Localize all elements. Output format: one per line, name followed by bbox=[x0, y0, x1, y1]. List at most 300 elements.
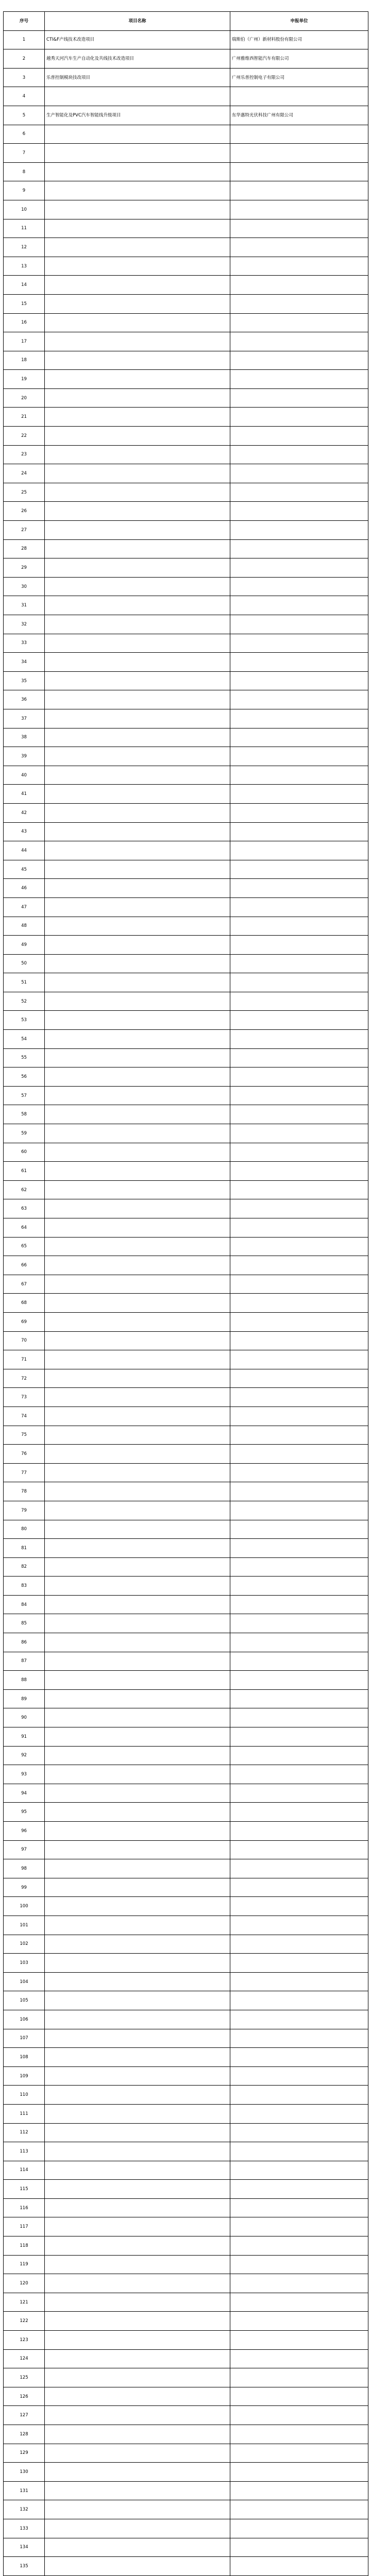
row-applicant bbox=[230, 785, 368, 804]
row-index: 37 bbox=[4, 709, 45, 728]
row-project-name bbox=[45, 1671, 230, 1690]
row-project-name: 生产智能化及PVC汽车智能线升级项目 bbox=[45, 106, 230, 125]
row-applicant bbox=[230, 2406, 368, 2425]
row-applicant: 东华惠特光伏科技广州有限公司 bbox=[230, 106, 368, 125]
table-row bbox=[4, 1727, 368, 1747]
row-applicant bbox=[230, 1557, 368, 1577]
table-row bbox=[4, 954, 368, 973]
row-project-name bbox=[45, 483, 230, 502]
row-index: 81 bbox=[4, 1539, 45, 1558]
table-row bbox=[4, 1350, 368, 1369]
row-applicant bbox=[230, 671, 368, 690]
row-project-name bbox=[45, 294, 230, 313]
row-applicant bbox=[230, 125, 368, 144]
row-project-name bbox=[45, 200, 230, 219]
row-index: 25 bbox=[4, 483, 45, 502]
row-index: 57 bbox=[4, 1086, 45, 1105]
row-applicant bbox=[230, 502, 368, 521]
row-project-name bbox=[45, 1840, 230, 1859]
row-index: 95 bbox=[4, 1803, 45, 1822]
table-row bbox=[4, 370, 368, 389]
row-project-name bbox=[45, 445, 230, 464]
table-row bbox=[4, 1991, 368, 2010]
header-applicant: 申报单位 bbox=[230, 12, 368, 31]
table-row bbox=[4, 2142, 368, 2161]
table-row bbox=[4, 2161, 368, 2180]
row-index: 99 bbox=[4, 1878, 45, 1897]
row-project-name bbox=[45, 1689, 230, 1708]
row-index: 60 bbox=[4, 1143, 45, 1162]
row-index: 52 bbox=[4, 992, 45, 1011]
row-index: 41 bbox=[4, 785, 45, 804]
table-row bbox=[4, 1426, 368, 1445]
row-project-name bbox=[45, 2142, 230, 2161]
table-row bbox=[4, 1162, 368, 1181]
row-project-name bbox=[45, 1369, 230, 1388]
row-applicant bbox=[230, 1916, 368, 1935]
row-index: 69 bbox=[4, 1312, 45, 1331]
row-index: 40 bbox=[4, 766, 45, 785]
row-applicant bbox=[230, 1972, 368, 1991]
header-project-name: 项目名称 bbox=[45, 12, 230, 31]
row-index: 34 bbox=[4, 653, 45, 672]
row-applicant bbox=[230, 2180, 368, 2199]
row-project-name bbox=[45, 897, 230, 917]
row-applicant bbox=[230, 936, 368, 955]
row-applicant bbox=[230, 2048, 368, 2067]
table-row bbox=[4, 728, 368, 747]
row-index: 17 bbox=[4, 332, 45, 351]
row-applicant bbox=[230, 577, 368, 596]
row-index: 47 bbox=[4, 897, 45, 917]
table-row bbox=[4, 1463, 368, 1482]
row-project-name bbox=[45, 954, 230, 973]
table-row bbox=[4, 445, 368, 464]
row-applicant bbox=[230, 2255, 368, 2274]
table-row bbox=[4, 1048, 368, 1067]
row-applicant bbox=[230, 766, 368, 785]
table-row bbox=[4, 2180, 368, 2199]
row-applicant bbox=[230, 954, 368, 973]
row-applicant bbox=[230, 690, 368, 709]
row-applicant bbox=[230, 2519, 368, 2538]
row-applicant bbox=[230, 1162, 368, 1181]
row-index: 54 bbox=[4, 1030, 45, 1049]
row-project-name bbox=[45, 785, 230, 804]
table-header bbox=[4, 12, 368, 31]
row-index: 1 bbox=[4, 30, 45, 49]
table-row bbox=[4, 841, 368, 860]
table-row bbox=[4, 1803, 368, 1822]
row-applicant bbox=[230, 803, 368, 822]
row-project-name bbox=[45, 1388, 230, 1407]
table-row bbox=[4, 1520, 368, 1539]
row-applicant bbox=[230, 2104, 368, 2123]
row-project-name bbox=[45, 747, 230, 766]
row-project-name bbox=[45, 1030, 230, 1049]
row-applicant bbox=[230, 822, 368, 841]
table-row bbox=[4, 1935, 368, 1954]
row-index: 108 bbox=[4, 2048, 45, 2067]
row-applicant bbox=[230, 1463, 368, 1482]
row-project-name bbox=[45, 1312, 230, 1331]
row-applicant bbox=[230, 1954, 368, 1973]
row-index: 7 bbox=[4, 144, 45, 163]
row-index: 2 bbox=[4, 49, 45, 69]
row-applicant bbox=[230, 2463, 368, 2482]
row-project-name bbox=[45, 917, 230, 936]
row-index: 27 bbox=[4, 521, 45, 540]
row-index: 117 bbox=[4, 2217, 45, 2236]
row-index: 114 bbox=[4, 2161, 45, 2180]
row-project-name bbox=[45, 144, 230, 163]
row-project-name bbox=[45, 1520, 230, 1539]
row-project-name bbox=[45, 2500, 230, 2519]
row-project-name bbox=[45, 276, 230, 295]
table-row bbox=[4, 2086, 368, 2105]
table-row bbox=[4, 615, 368, 634]
row-applicant bbox=[230, 841, 368, 860]
row-applicant bbox=[230, 2312, 368, 2331]
table-row bbox=[4, 1671, 368, 1690]
row-applicant bbox=[230, 1482, 368, 1501]
row-applicant bbox=[230, 2123, 368, 2142]
row-index: 20 bbox=[4, 388, 45, 408]
row-applicant bbox=[230, 973, 368, 992]
row-index: 134 bbox=[4, 2538, 45, 2557]
row-applicant bbox=[230, 2331, 368, 2350]
row-applicant bbox=[230, 1727, 368, 1747]
row-applicant bbox=[230, 1577, 368, 1596]
table-row bbox=[4, 1482, 368, 1501]
row-project-name bbox=[45, 125, 230, 144]
row-index: 89 bbox=[4, 1689, 45, 1708]
table-row bbox=[4, 2104, 368, 2123]
row-index: 5 bbox=[4, 106, 45, 125]
row-index: 116 bbox=[4, 2198, 45, 2217]
row-applicant bbox=[230, 332, 368, 351]
row-project-name bbox=[45, 2519, 230, 2538]
row-project-name bbox=[45, 992, 230, 1011]
row-applicant bbox=[230, 1445, 368, 1464]
row-index: 72 bbox=[4, 1369, 45, 1388]
row-project-name bbox=[45, 803, 230, 822]
table-row bbox=[4, 2387, 368, 2406]
table-row bbox=[4, 1445, 368, 1464]
row-applicant bbox=[230, 1614, 368, 1633]
row-index: 115 bbox=[4, 2180, 45, 2199]
table-row bbox=[4, 502, 368, 521]
row-index: 119 bbox=[4, 2255, 45, 2274]
row-applicant bbox=[230, 2274, 368, 2293]
row-applicant bbox=[230, 2293, 368, 2312]
table-row bbox=[4, 2236, 368, 2256]
row-index: 121 bbox=[4, 2293, 45, 2312]
row-project-name bbox=[45, 1501, 230, 1520]
row-index: 110 bbox=[4, 2086, 45, 2105]
table-row bbox=[4, 2349, 368, 2368]
table-row bbox=[4, 2463, 368, 2482]
table-row bbox=[4, 634, 368, 653]
table-row bbox=[4, 200, 368, 219]
row-applicant bbox=[230, 1708, 368, 1727]
row-project-name bbox=[45, 1180, 230, 1199]
row-project-name bbox=[45, 2198, 230, 2217]
row-project-name bbox=[45, 219, 230, 238]
table-row bbox=[4, 181, 368, 200]
row-applicant bbox=[230, 558, 368, 578]
table-row bbox=[4, 690, 368, 709]
row-project-name bbox=[45, 596, 230, 615]
row-index: 113 bbox=[4, 2142, 45, 2161]
table-row bbox=[4, 408, 368, 427]
table-row bbox=[4, 1143, 368, 1162]
row-project-name bbox=[45, 728, 230, 747]
row-index: 64 bbox=[4, 1218, 45, 1238]
row-applicant bbox=[230, 2538, 368, 2557]
row-index: 59 bbox=[4, 1124, 45, 1143]
row-index: 8 bbox=[4, 162, 45, 181]
row-applicant bbox=[230, 1746, 368, 1765]
row-index: 118 bbox=[4, 2236, 45, 2256]
row-project-name bbox=[45, 181, 230, 200]
row-index: 50 bbox=[4, 954, 45, 973]
row-index: 44 bbox=[4, 841, 45, 860]
table-row bbox=[4, 2406, 368, 2425]
table-row bbox=[4, 577, 368, 596]
row-applicant bbox=[230, 1991, 368, 2010]
row-project-name bbox=[45, 1539, 230, 1558]
row-project-name bbox=[45, 1859, 230, 1878]
row-applicant bbox=[230, 219, 368, 238]
row-project-name bbox=[45, 2086, 230, 2105]
row-project-name bbox=[45, 1275, 230, 1294]
table-row bbox=[4, 596, 368, 615]
row-index: 48 bbox=[4, 917, 45, 936]
row-index: 74 bbox=[4, 1406, 45, 1426]
row-index: 70 bbox=[4, 1331, 45, 1350]
table-row bbox=[4, 1086, 368, 1105]
row-project-name bbox=[45, 1954, 230, 1973]
table-row bbox=[4, 2500, 368, 2519]
table-row bbox=[4, 1595, 368, 1614]
row-project-name bbox=[45, 1124, 230, 1143]
row-applicant bbox=[230, 200, 368, 219]
row-applicant bbox=[230, 427, 368, 446]
row-index: 28 bbox=[4, 539, 45, 558]
row-project-name bbox=[45, 860, 230, 879]
row-index: 129 bbox=[4, 2444, 45, 2463]
row-applicant bbox=[230, 483, 368, 502]
table-row bbox=[4, 2029, 368, 2048]
row-project-name bbox=[45, 1765, 230, 1784]
row-applicant bbox=[230, 162, 368, 181]
row-applicant bbox=[230, 464, 368, 483]
row-applicant bbox=[230, 539, 368, 558]
row-project-name bbox=[45, 2331, 230, 2350]
row-index: 13 bbox=[4, 257, 45, 276]
table-row bbox=[4, 294, 368, 313]
table-row bbox=[4, 2312, 368, 2331]
row-project-name bbox=[45, 2048, 230, 2067]
table-row bbox=[4, 1822, 368, 1841]
row-applicant bbox=[230, 1030, 368, 1049]
row-index: 43 bbox=[4, 822, 45, 841]
row-index: 90 bbox=[4, 1708, 45, 1727]
row-index: 33 bbox=[4, 634, 45, 653]
row-applicant bbox=[230, 992, 368, 1011]
row-index: 24 bbox=[4, 464, 45, 483]
table-row bbox=[4, 332, 368, 351]
table-row bbox=[4, 2331, 368, 2350]
row-applicant bbox=[230, 351, 368, 370]
row-project-name bbox=[45, 370, 230, 389]
table-row bbox=[4, 2519, 368, 2538]
row-index: 92 bbox=[4, 1746, 45, 1765]
row-index: 131 bbox=[4, 2481, 45, 2500]
row-index: 31 bbox=[4, 596, 45, 615]
row-project-name bbox=[45, 1294, 230, 1313]
row-project-name bbox=[45, 1595, 230, 1614]
row-index: 3 bbox=[4, 68, 45, 87]
row-index: 73 bbox=[4, 1388, 45, 1407]
table-row bbox=[4, 992, 368, 1011]
row-applicant bbox=[230, 2368, 368, 2387]
row-project-name bbox=[45, 1162, 230, 1181]
row-project-name bbox=[45, 502, 230, 521]
row-index: 68 bbox=[4, 1294, 45, 1313]
table-header-row bbox=[4, 12, 368, 31]
row-applicant bbox=[230, 1388, 368, 1407]
row-project-name bbox=[45, 2425, 230, 2444]
row-project-name bbox=[45, 2387, 230, 2406]
row-project-name bbox=[45, 1803, 230, 1822]
row-index: 93 bbox=[4, 1765, 45, 1784]
row-index: 94 bbox=[4, 1784, 45, 1803]
row-applicant bbox=[230, 1199, 368, 1218]
row-applicant bbox=[230, 1105, 368, 1124]
row-project-name bbox=[45, 1746, 230, 1765]
row-applicant bbox=[230, 294, 368, 313]
row-project-name bbox=[45, 822, 230, 841]
row-index: 77 bbox=[4, 1463, 45, 1482]
row-project-name bbox=[45, 238, 230, 257]
table-row bbox=[4, 1539, 368, 1558]
row-project-name bbox=[45, 1727, 230, 1747]
row-project-name bbox=[45, 577, 230, 596]
row-project-name bbox=[45, 1614, 230, 1633]
table-row bbox=[4, 1180, 368, 1199]
row-applicant bbox=[230, 1067, 368, 1087]
row-project-name bbox=[45, 2029, 230, 2048]
row-project-name bbox=[45, 1406, 230, 1426]
row-applicant bbox=[230, 2236, 368, 2256]
table-row bbox=[4, 1557, 368, 1577]
row-index: 85 bbox=[4, 1614, 45, 1633]
row-applicant bbox=[230, 728, 368, 747]
row-index: 82 bbox=[4, 1557, 45, 1577]
row-index: 32 bbox=[4, 615, 45, 634]
table-row bbox=[4, 427, 368, 446]
table-row bbox=[4, 1746, 368, 1765]
row-applicant bbox=[230, 917, 368, 936]
row-project-name bbox=[45, 1218, 230, 1238]
row-index: 83 bbox=[4, 1577, 45, 1596]
row-project-name bbox=[45, 1972, 230, 1991]
row-project-name bbox=[45, 2123, 230, 2142]
row-index: 112 bbox=[4, 2123, 45, 2142]
table-row bbox=[4, 1124, 368, 1143]
row-index: 12 bbox=[4, 238, 45, 257]
row-applicant bbox=[230, 1180, 368, 1199]
row-index: 26 bbox=[4, 502, 45, 521]
table-row bbox=[4, 1840, 368, 1859]
row-applicant bbox=[230, 2142, 368, 2161]
row-applicant bbox=[230, 596, 368, 615]
row-project-name bbox=[45, 1048, 230, 1067]
row-applicant bbox=[230, 1539, 368, 1558]
row-applicant bbox=[230, 238, 368, 257]
table-row bbox=[4, 144, 368, 163]
row-project-name bbox=[45, 1708, 230, 1727]
table-row bbox=[4, 747, 368, 766]
row-project-name bbox=[45, 1916, 230, 1935]
row-project-name bbox=[45, 973, 230, 992]
row-index: 106 bbox=[4, 2010, 45, 2029]
table-row bbox=[4, 313, 368, 332]
table-row bbox=[4, 2066, 368, 2086]
table-row bbox=[4, 30, 368, 49]
table-row bbox=[4, 2123, 368, 2142]
row-index: 109 bbox=[4, 2066, 45, 2086]
row-applicant bbox=[230, 1935, 368, 1954]
row-project-name bbox=[45, 1199, 230, 1218]
row-index: 65 bbox=[4, 1237, 45, 1256]
row-applicant bbox=[230, 1784, 368, 1803]
row-project-name bbox=[45, 1067, 230, 1087]
row-applicant bbox=[230, 2217, 368, 2236]
table-row bbox=[4, 1406, 368, 1426]
row-project-name bbox=[45, 257, 230, 276]
row-project-name bbox=[45, 1350, 230, 1369]
row-applicant bbox=[230, 1086, 368, 1105]
table-row bbox=[4, 936, 368, 955]
row-index: 103 bbox=[4, 1954, 45, 1973]
row-project-name bbox=[45, 1011, 230, 1030]
table-row bbox=[4, 1614, 368, 1633]
row-index: 122 bbox=[4, 2312, 45, 2331]
row-applicant bbox=[230, 1331, 368, 1350]
row-applicant bbox=[230, 1256, 368, 1275]
table-row bbox=[4, 2557, 368, 2576]
row-index: 111 bbox=[4, 2104, 45, 2123]
row-index: 100 bbox=[4, 1897, 45, 1916]
row-applicant bbox=[230, 1633, 368, 1652]
table-row bbox=[4, 1501, 368, 1520]
row-project-name bbox=[45, 1482, 230, 1501]
row-applicant bbox=[230, 653, 368, 672]
row-index: 15 bbox=[4, 294, 45, 313]
row-applicant bbox=[230, 1369, 368, 1388]
row-project-name bbox=[45, 2349, 230, 2368]
row-applicant bbox=[230, 1237, 368, 1256]
table-row bbox=[4, 464, 368, 483]
table-row bbox=[4, 1237, 368, 1256]
row-project-name bbox=[45, 1086, 230, 1105]
project-table bbox=[3, 11, 368, 2576]
row-applicant bbox=[230, 1652, 368, 1671]
row-applicant bbox=[230, 1765, 368, 1784]
